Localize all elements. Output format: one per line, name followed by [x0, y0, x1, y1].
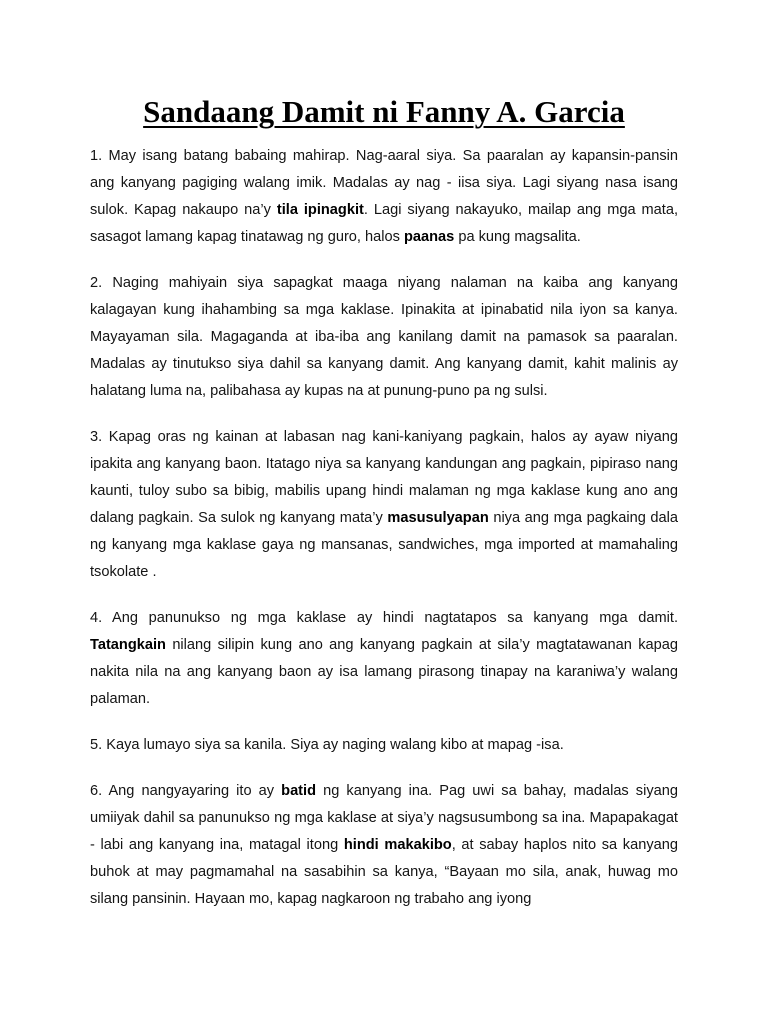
paragraph-text: pa kung magsalita. — [454, 229, 581, 245]
paragraph-text: 2. Naging mahiyain siya sapagkat maaga niyang nalaman na kaiba ang kanyang kalagayan kung ihahambing sa mga kaklase. Ipinakita at ipinabatid nila iyon sa kanya. Mayayaman sila. Magaganda at iba-iba ang kanilang damit na pamasok sa paaralan. Madalas ay tinutukso siya dahil sa kanyang damit. Ang kanyang damit, kahit malinis ay halatang luma na, palibahasa ay kupas na at punung-puno pa ng sulsi. — [90, 275, 678, 399]
document-title: Sandaang Damit ni Fanny A. Garcia — [143, 94, 625, 129]
paragraph-text: 5. Kaya lumayo siya sa kanila. Siya ay naging walang kibo at mapag -isa. — [90, 737, 564, 753]
paragraph-1 — [90, 143, 678, 251]
paragraph-3 — [90, 424, 678, 586]
bold-term: hindi makakibo — [343, 837, 452, 853]
paragraph-text: 3. Kapag oras ng kainan at labasan nag kani-kaniyang pagkain, halos ay ayaw niyang ipakita ang kanyang baon. Itatago niya sa kanyang kandungan ang pagkain, pipiraso nang kaunti, tuloy subo sa bibig, mabilis upang hindi malaman ng mga kaklase kung ano ang dalang pagkain. Sa sulok ng kanyang mata’y — [90, 429, 678, 526]
bold-term: masusulyapan — [387, 510, 489, 526]
bold-term: batid — [281, 783, 317, 799]
paragraph-text: 6. Ang nangyayaring ito ay — [90, 783, 282, 799]
paragraph-text: nilang silipin kung ano ang kanyang pagkain at sila’y magtatawanan kapag nakita nila na ang kanyang baon ay isa lamang pirasong tinapay na karaniwa’y walang palaman. — [90, 637, 678, 707]
bold-term: Tatangkain — [90, 637, 166, 653]
paragraph-text: 1. May isang batang babaing mahirap. Nag-aaral siya. Sa paaralan ay kapansin-pansin ang kanyang pagiging walang imik. Madalas ay nag - iisa siya. Lagi siyang nasa isang sulok. Kapag nakaupo na’y — [90, 148, 678, 218]
bold-term: paanas — [403, 229, 455, 245]
paragraph-4 — [90, 605, 678, 713]
paragraph-text: . Lagi siyang nakayuko, mailap ang mga mata, sasagot lamang kapag tinatawag ng guro, halos — [90, 202, 679, 245]
paragraph-2 — [90, 270, 678, 405]
paragraph-5 — [90, 732, 678, 759]
paragraph-text: niya ang mga pagkaing dala ng kanyang mga kaklase gaya ng mansanas, sandwiches, mga imported at mamahaling tsokolate . — [90, 510, 678, 580]
paragraph-text: ng kanyang ina. Pag uwi sa bahay, madalas siyang umiiyak dahil sa panunukso ng mga kaklase at siya’y nagsusumbong sa ina. Mapapakagat - labi ang kanyang ina, matagal itong — [90, 783, 678, 853]
paragraph-text: 4. Ang panunukso ng mga kaklase ay hindi nagtatapos sa kanyang mga damit. — [90, 610, 678, 626]
bold-term: tila ipinagkit — [276, 202, 364, 218]
paragraph-text: , at sabay haplos nito sa kanyang buhok at may pagmamahal na sasabihin sa kanya, “Bayaan mo sila, anak, huwag mo silang pansinin. Hayaan mo, kapag nagkaroon ng trabaho ang iyong — [90, 837, 678, 907]
paragraph-6 — [90, 778, 678, 913]
document-body — [90, 143, 678, 932]
